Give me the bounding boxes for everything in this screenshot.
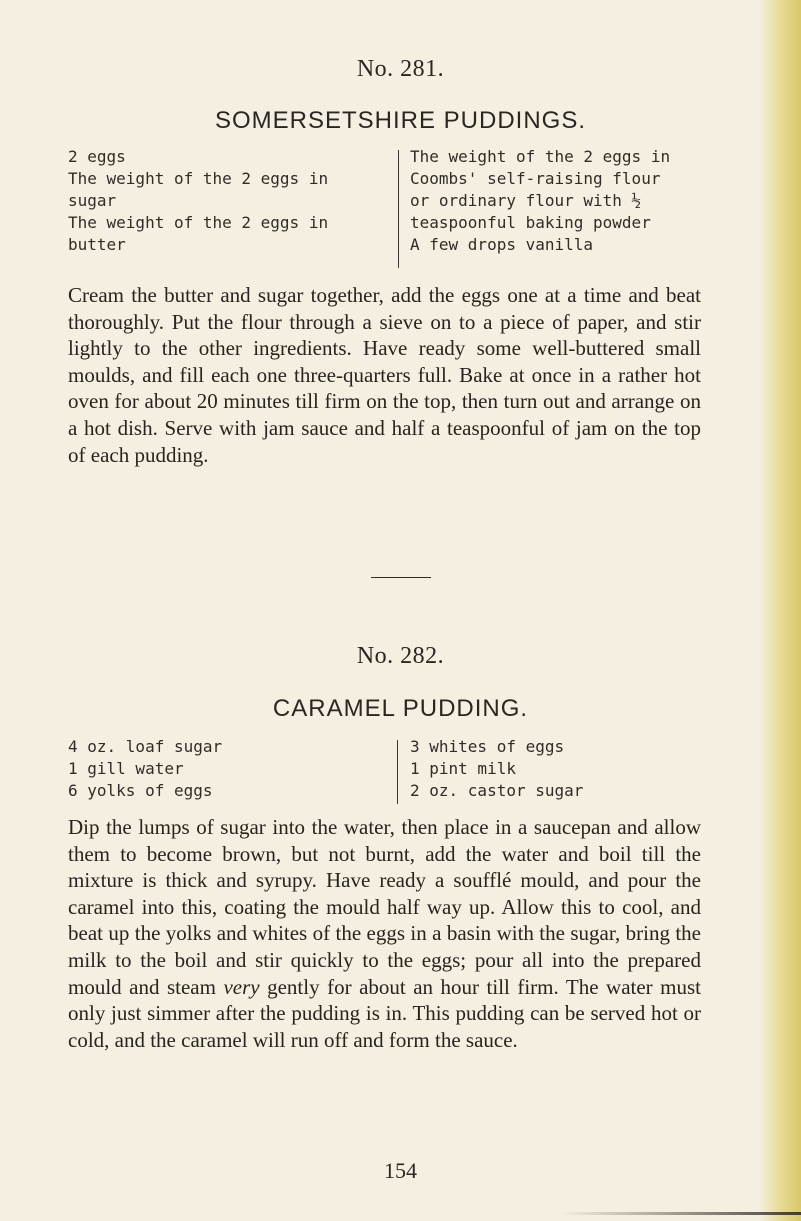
- ingredient-line: butter: [68, 235, 126, 254]
- section-separator: [371, 577, 431, 578]
- ingredient-line: 2 eggs: [68, 147, 126, 166]
- ingredients-divider: [398, 150, 399, 268]
- recipe-method: [68, 814, 701, 1053]
- ingredients-right: [410, 146, 670, 256]
- ingredient-line: sugar: [68, 191, 117, 210]
- emphasis-text: very: [223, 974, 260, 999]
- ingredient-line: 2 oz. castor sugar: [410, 781, 584, 800]
- ingredient-line: Coombs' self-raising flour: [410, 169, 661, 188]
- method-text: Dip the lumps of sugar into the water, then place in a saucepan and allow them to become brown, but not burnt, add the water and boil till the mixture is thick and syrupy. Have ready a soufflé mould, and pour the caramel into this, coating the mould half way up. Allow this to cool, and beat up the yolks and whites of the eggs in a basin with the sugar, bring the milk to the boil and stir quickly to the eggs; pour all into the prepared mould and steam: [68, 815, 701, 999]
- recipe-number: No. 281.: [356, 56, 445, 82]
- ingredient-line: A few drops vanilla: [410, 235, 594, 254]
- ingredients-left: [68, 736, 222, 802]
- page-edge-shading: [759, 0, 801, 1221]
- ingredient-line: 1 pint milk: [410, 759, 516, 778]
- ingredient-line: 1 gill water: [68, 759, 184, 778]
- method-text: Cream the butter and sugar together, add the eggs one at a time and beat thoroughly. Put the flour through a sieve on to a piece of paper, and stir lightly to the other ingredients. Have ready some well-buttered small moulds, and fill each one three-quarters full. Bake at once in a rather hot oven for about 20 minutes till firm on the top, then turn out and arrange on a hot dish. Serve with jam sauce and half a teaspoonful of jam on the top of each pudding.: [68, 283, 701, 467]
- ingredient-line: teaspoonful baking powder: [410, 213, 651, 232]
- page-number: 154: [384, 1158, 417, 1183]
- ingredient-line: The weight of the 2 eggs in: [410, 147, 671, 166]
- ingredient-line: 6 yolks of eggs: [68, 781, 213, 800]
- method-text: gently for about an hour till firm. The water must only just simmer after the pudding is in. This pudding can be served hot or cold, and the caramel will run off and form the sauce.: [68, 974, 701, 1052]
- recipe-number: No. 282.: [356, 643, 445, 669]
- ingredient-line: The weight of the 2 eggs in: [68, 169, 329, 188]
- ingredient-line: or ordinary flour with ½: [410, 191, 642, 210]
- ingredients-left: [68, 146, 328, 256]
- ingredient-line: 3 whites of eggs: [410, 737, 565, 756]
- ingredient-line: The weight of the 2 eggs in: [68, 213, 329, 232]
- recipe-method: [68, 282, 701, 468]
- recipe-title: CARAMEL PUDDING.: [272, 695, 529, 722]
- ingredients-divider: [397, 740, 398, 804]
- page-bottom-edge: [560, 1212, 801, 1215]
- ingredient-line: 4 oz. loaf sugar: [68, 737, 223, 756]
- ingredients-right: [410, 736, 583, 802]
- recipe-title: SOMERSETSHIRE PUDDINGS.: [214, 107, 587, 134]
